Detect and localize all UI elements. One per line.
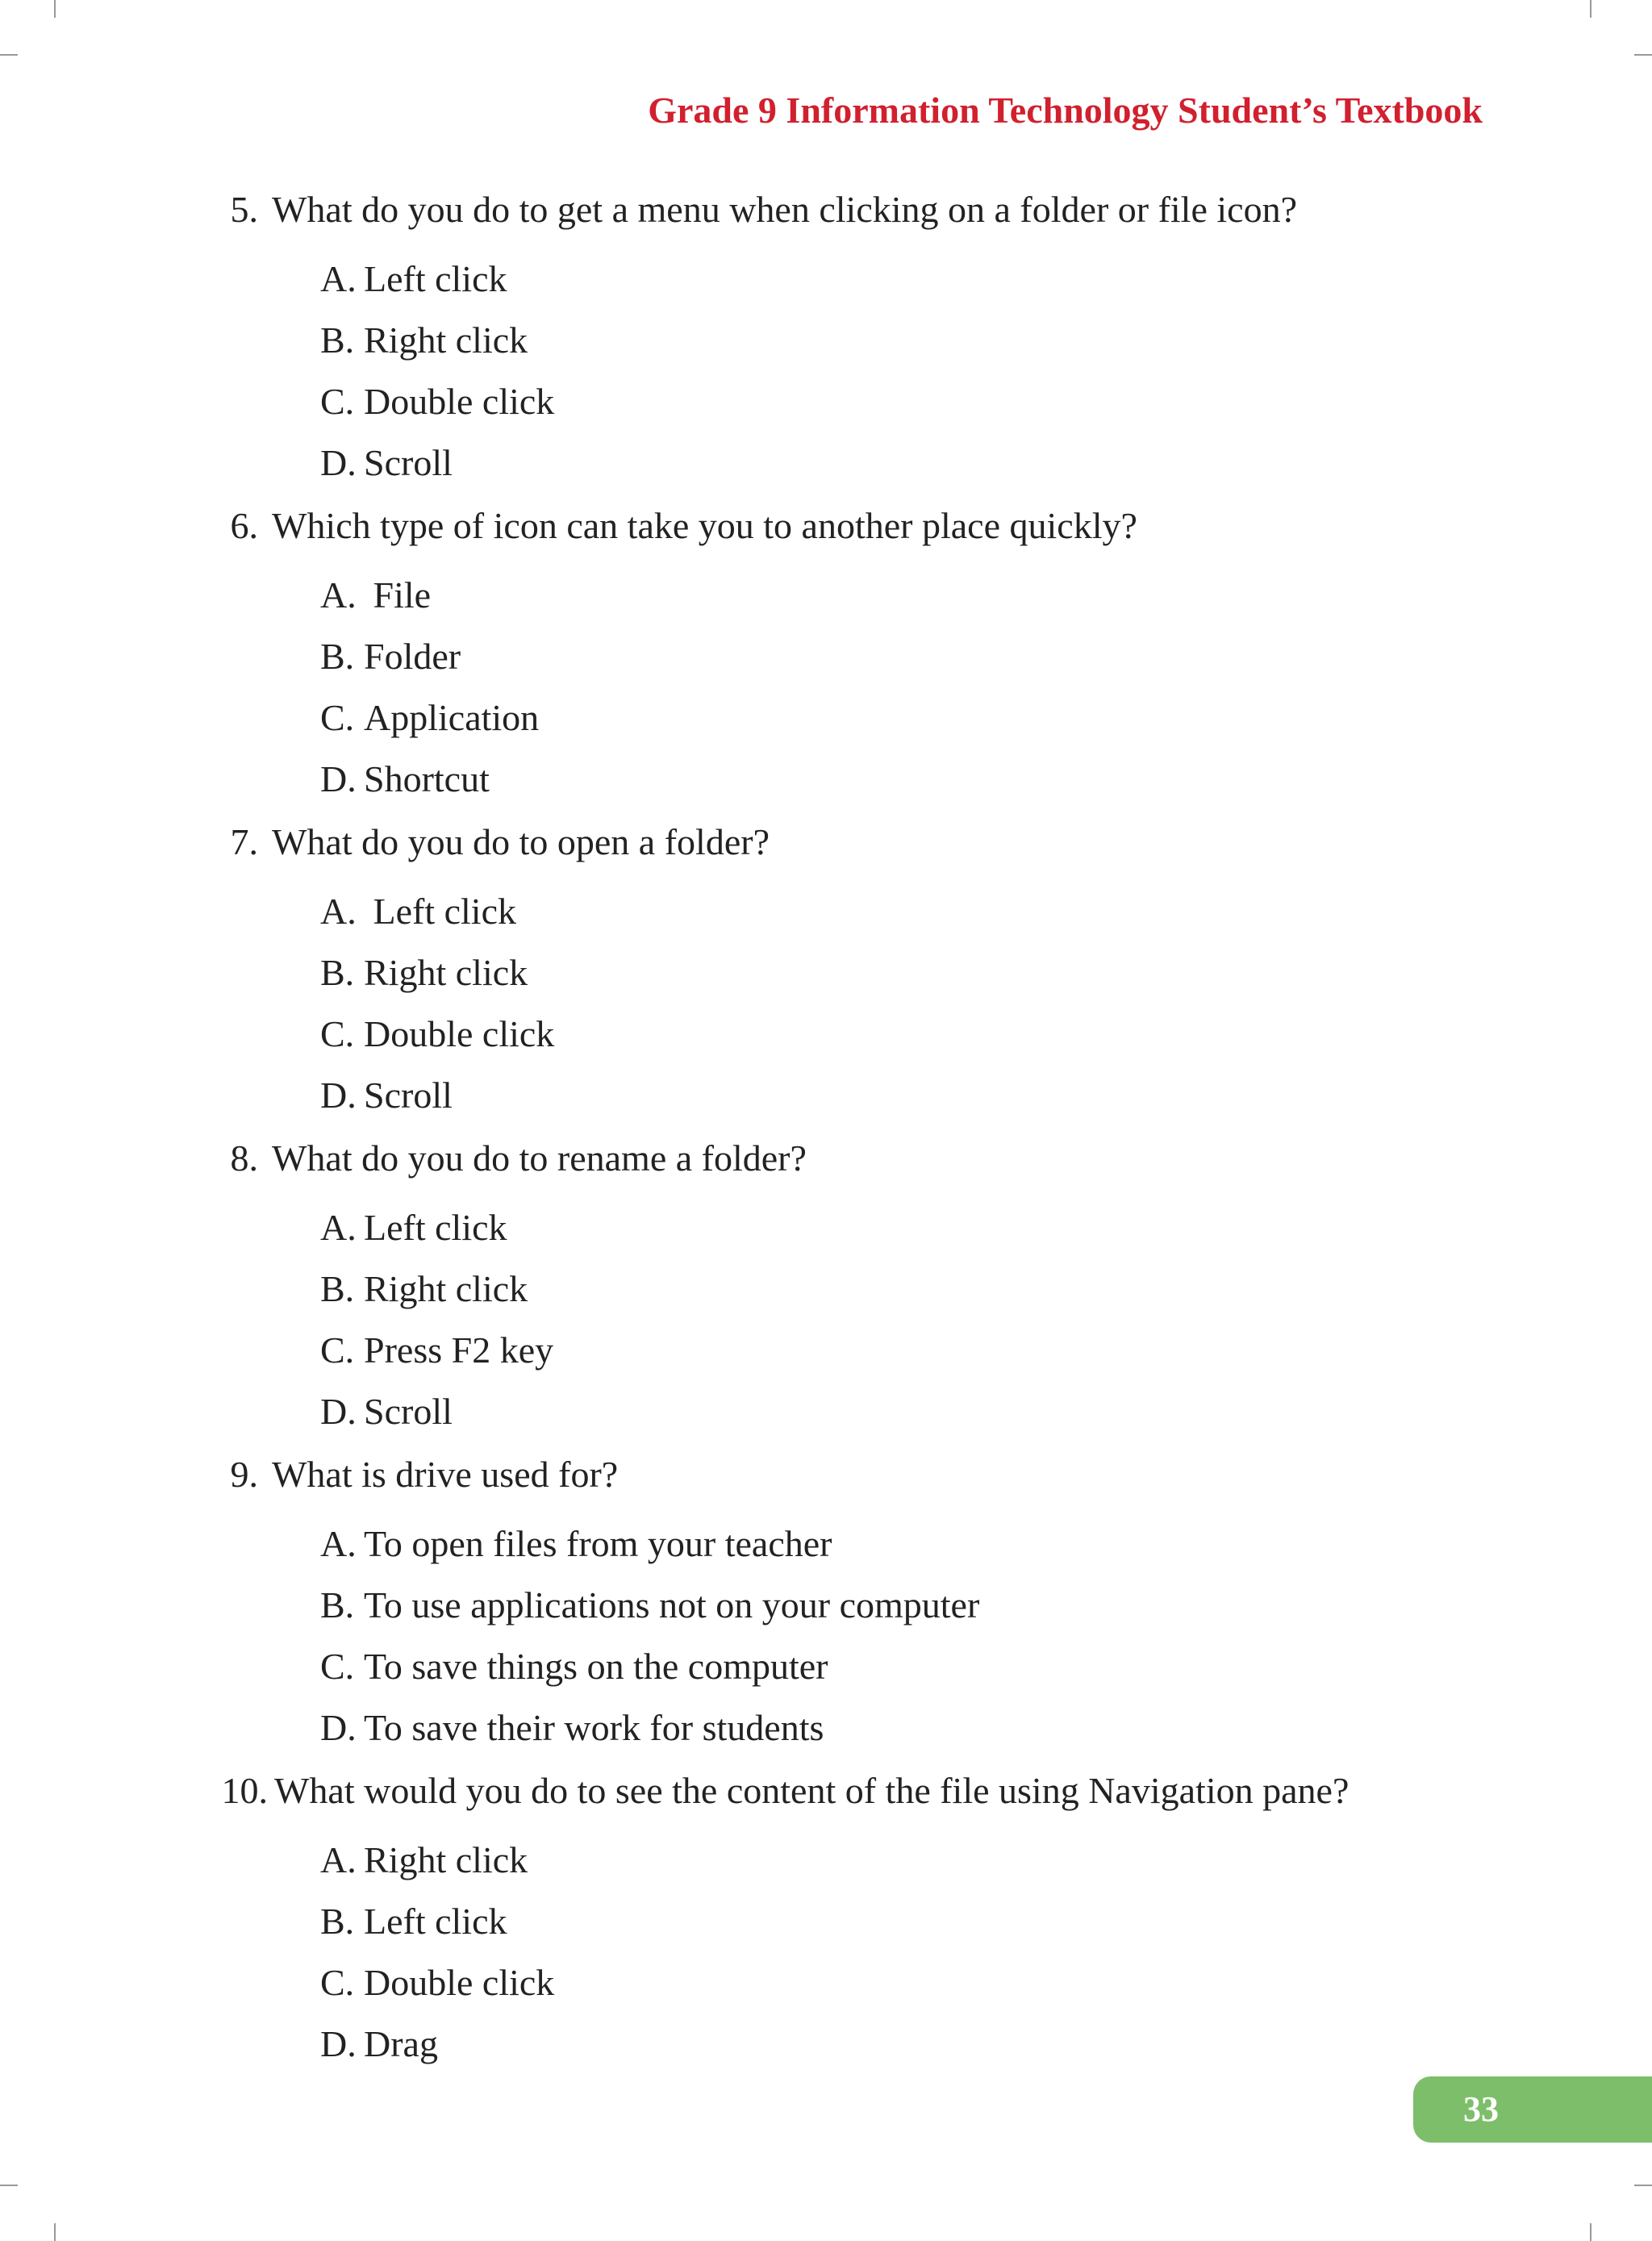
option-text: Right click [364, 1839, 528, 1880]
option-text: To open files from your teacher [364, 1523, 832, 1564]
option-letter: C. [320, 1962, 355, 2003]
question-number: 9. [230, 1454, 258, 1495]
option-letter: A. [320, 574, 357, 616]
option-letter: B. [320, 952, 355, 993]
option-d [320, 2022, 438, 2067]
option-letter: D. [320, 2023, 357, 2064]
option-c [320, 695, 539, 741]
question-text: What would you do to see the content of the file using Navigation pane? [274, 1770, 1350, 1811]
option-text: Scroll [364, 1391, 453, 1432]
option-a [320, 1205, 507, 1250]
option-text: Left click [364, 1207, 507, 1248]
option-letter: D. [320, 442, 357, 483]
option-b [320, 318, 528, 363]
option-text: Left click [364, 1901, 507, 1942]
option-a [320, 1838, 528, 1883]
option-text: Right click [364, 319, 528, 361]
option-text: Drag [364, 2023, 438, 2064]
question-text: What do you do to open a folder? [272, 821, 770, 862]
question-number: 7. [230, 821, 258, 862]
option-b [320, 1267, 528, 1312]
option-letter: D. [320, 1075, 357, 1116]
option-letter: A. [320, 1207, 357, 1248]
option-text: Right click [364, 952, 528, 993]
option-letter: A. [320, 1523, 357, 1564]
option-a [320, 257, 507, 302]
option-b [320, 634, 461, 679]
question-text: What is drive used for? [272, 1454, 619, 1495]
question-number: 8. [230, 1137, 258, 1179]
option-text: Right click [364, 1268, 528, 1309]
option-b [320, 1899, 507, 1944]
option-b [320, 1583, 979, 1628]
option-letter: C. [320, 381, 355, 422]
option-text: Double click [364, 1013, 555, 1054]
option-letter: B. [320, 636, 355, 677]
page-number: 33 [1463, 2089, 1499, 2129]
option-letter: C. [320, 1646, 355, 1687]
option-b [320, 950, 528, 995]
question-number: 10. [221, 1770, 268, 1811]
option-text: To save things on the computer [364, 1646, 828, 1687]
option-d [320, 1073, 453, 1118]
page-number-tab [1413, 2076, 1652, 2143]
question-number: 6. [230, 505, 258, 546]
question-number: 5. [230, 189, 258, 230]
option-c [320, 1012, 554, 1057]
option-c [320, 1644, 828, 1689]
question-text: What do you do to rename a folder? [272, 1137, 807, 1179]
option-letter: D. [320, 758, 357, 799]
option-text: Scroll [364, 1075, 453, 1116]
option-text: Left click [364, 258, 507, 299]
option-letter: A. [320, 891, 357, 932]
option-d [320, 757, 490, 802]
option-letter: C. [320, 697, 355, 738]
question-text: What do you do to get a menu when clicking on a folder or file icon? [272, 189, 1297, 230]
option-letter: C. [320, 1013, 355, 1054]
option-letter: C. [320, 1329, 355, 1371]
option-text: Folder [364, 636, 461, 677]
option-c [320, 1960, 554, 2005]
option-text: Press F2 key [364, 1329, 554, 1371]
option-text: Double click [364, 381, 555, 422]
option-letter: D. [320, 1391, 357, 1432]
option-text: Scroll [364, 442, 453, 483]
option-d [320, 1389, 453, 1434]
option-a [320, 1521, 832, 1567]
option-text: Left click [364, 891, 517, 932]
option-text: Application [364, 697, 540, 738]
option-text: Double click [364, 1962, 555, 2003]
option-a [320, 889, 516, 934]
option-c [320, 379, 554, 424]
option-letter: B. [320, 1268, 355, 1309]
option-text: Shortcut [364, 758, 490, 799]
option-text: File [364, 574, 432, 616]
option-letter: A. [320, 258, 357, 299]
option-letter: B. [320, 1584, 355, 1625]
option-d [320, 440, 453, 486]
option-letter: A. [320, 1839, 357, 1880]
option-text: To use applications not on your computer [364, 1584, 980, 1625]
option-letter: B. [320, 319, 355, 361]
option-text: To save their work for students [364, 1707, 824, 1748]
running-header: Grade 9 Information Technology Student’s Textbook [648, 90, 1483, 131]
option-d [320, 1705, 824, 1751]
option-letter: B. [320, 1901, 355, 1942]
option-c [320, 1328, 553, 1373]
question-text: Which type of icon can take you to another place quickly? [272, 505, 1137, 546]
option-a [320, 573, 431, 618]
option-letter: D. [320, 1707, 357, 1748]
